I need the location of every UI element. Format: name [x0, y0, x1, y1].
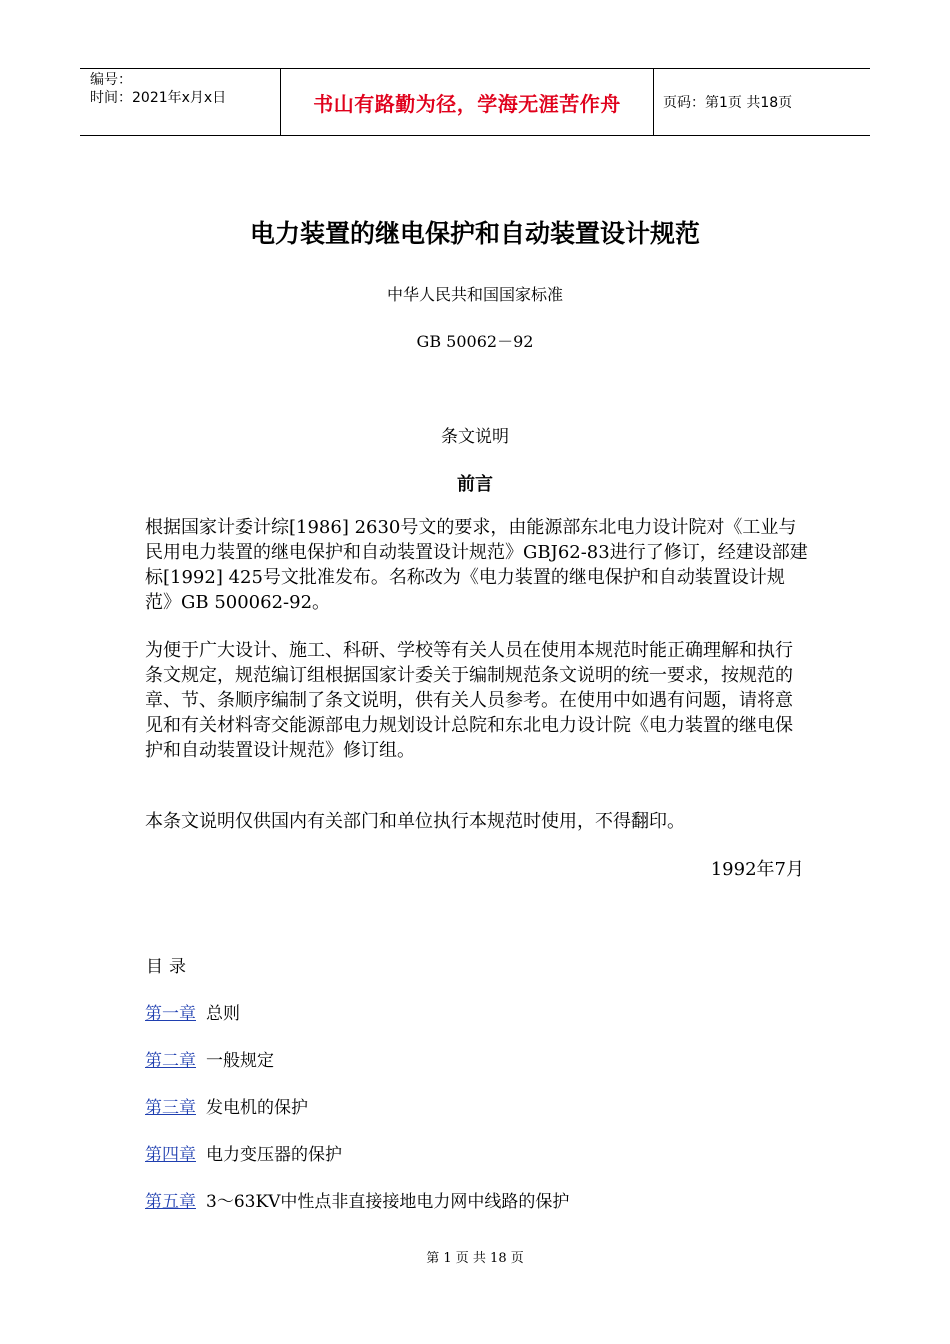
toc-item [145, 999, 240, 1024]
page-header [80, 68, 870, 136]
toc-item-text: 3～63KV中性点非直接接地电力网中线路的保护 [206, 1192, 570, 1212]
toc-item [145, 1046, 274, 1071]
document-issuer: 中华人民共和国国家标准 [386, 285, 563, 304]
paragraph-1: 根据国家计委计综[1986] 2630号文的要求，由能源部东北电力设计院对《工业与民用电力装置的继电保护和自动装置设计规范》GBJ62-83进行了修订，经建设部建标[1992] 425号文批准发布。名称改为《电力装置的继电保护和自动装置设计规范》GB 500062-92。 [145, 517, 808, 613]
toc-link-chapter-3[interactable]: 第三章 [145, 1098, 196, 1118]
header-meta [80, 69, 281, 135]
toc-item-text: 发电机的保护 [206, 1098, 308, 1118]
toc-link-chapter-2[interactable]: 第二章 [145, 1051, 196, 1071]
paragraph-3: 本条文说明仅供国内有关部门和单位执行本规范时使用，不得翻印。 [145, 811, 685, 832]
header-page-info: 页码：第1页 共18页 [663, 95, 793, 111]
number-label: 编号： [90, 72, 132, 88]
toc-link-chapter-5[interactable]: 第五章 [145, 1192, 196, 1212]
toc-item-text: 电力变压器的保护 [206, 1145, 342, 1165]
toc-title: 目录 [146, 957, 192, 977]
toc-item [145, 1187, 569, 1212]
document-title: 电力装置的继电保护和自动装置设计规范 [249, 219, 700, 248]
toc-item [145, 1093, 308, 1118]
toc-link-chapter-1[interactable]: 第一章 [145, 1004, 196, 1024]
toc-item-text: 一般规定 [206, 1051, 274, 1071]
toc-link-chapter-4[interactable]: 第四章 [145, 1145, 196, 1165]
document-date: 1992年7月 [710, 859, 804, 880]
document-code: GB 50062－92 [416, 332, 534, 351]
time-label: 时间：2021年x月x日 [90, 90, 227, 106]
preface-heading: 前言 [457, 474, 493, 495]
header-motto: 书山有路勤为径，学海无涯苦作舟 [281, 69, 654, 135]
paragraph-2: 为便于广大设计、施工、科研、学校等有关人员在使用本规范时能正确理解和执行条文规定，规范编订组根据国家计委关于编制规范条文说明的统一要求，按规范的章、节、条顺序编制了条文说明，供有关人员参考。在使用中如遇有问题，请将意见和有关材料寄交能源部电力规划设计总院和东北电力设计院《电力装置的继电保护和自动装置设计规范》修订组。 [145, 640, 793, 761]
page-footer: 第 1 页 共 18 页 [426, 1251, 524, 1266]
toc-item-text: 总则 [206, 1004, 240, 1024]
section-heading: 条文说明 [441, 427, 509, 447]
toc-item [145, 1140, 342, 1165]
